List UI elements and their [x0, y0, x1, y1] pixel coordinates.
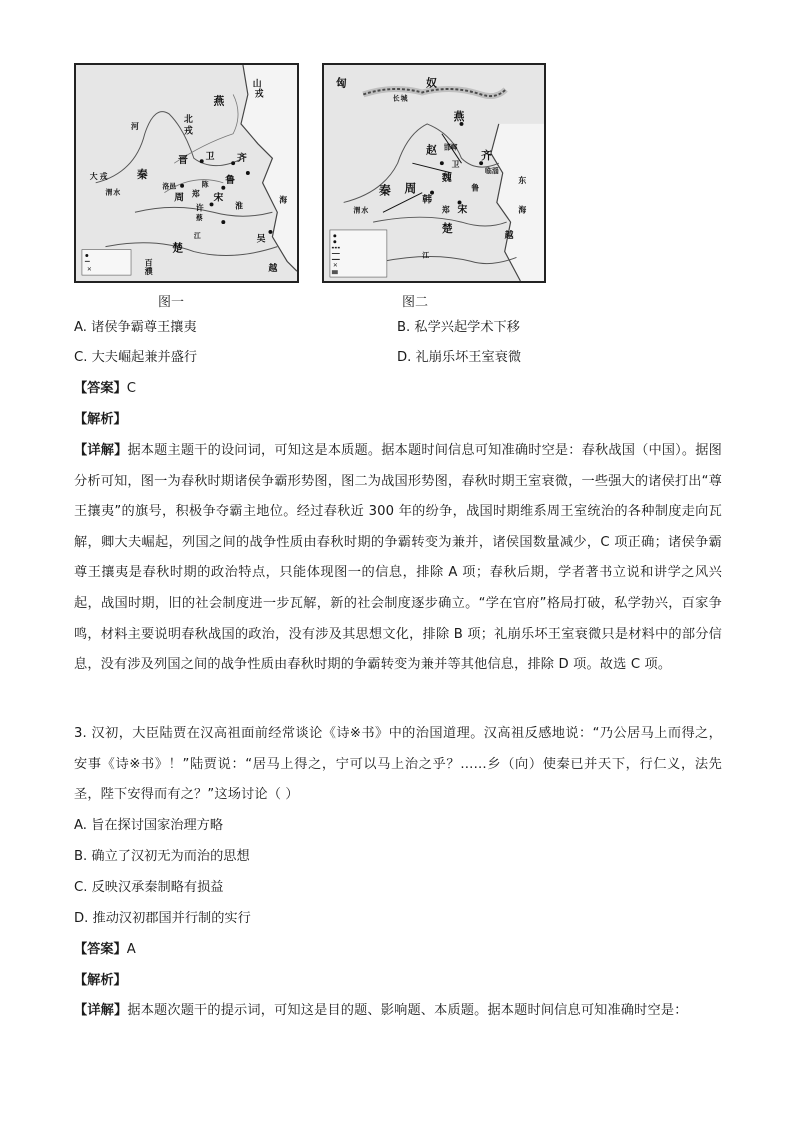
map2-label: 水	[361, 206, 369, 215]
map1-label: 海	[279, 195, 288, 205]
answer-value: A	[126, 942, 136, 957]
map2-label: 临淄	[485, 167, 499, 175]
figure-1-caption: 图一	[158, 295, 185, 310]
q2-option-d[interactable]: D. 礼崩乐坏王室衰微	[397, 350, 522, 365]
map1-label: 北	[184, 114, 193, 125]
q3-option-d[interactable]: D. 推动汉初郡国并行制的实行	[74, 911, 251, 926]
detail-label: 【详解】	[74, 443, 128, 458]
map1-label: 晋	[178, 155, 188, 167]
map2-label: 燕	[453, 109, 465, 123]
q3-option-c[interactable]: C. 反映汉承秦制略有损益	[74, 880, 224, 895]
map1-label: 秦	[136, 167, 148, 181]
map2-label: 城	[400, 94, 408, 103]
q2-detail	[74, 436, 722, 681]
figure-2-map	[322, 63, 546, 283]
map1-label: 淮	[235, 201, 243, 211]
map2-label: 郑	[441, 205, 450, 215]
map2-label: 东	[518, 175, 527, 185]
map1-label: 吴	[256, 234, 266, 245]
detail-text: 据本题次题干的提示词，可知这是目的题、影响题、本质题。据本题时间信息可知准确时空是：	[127, 1003, 688, 1018]
map1-label: 江	[193, 231, 201, 240]
q2-answer	[74, 379, 136, 399]
map2-label: 邯郸	[443, 143, 458, 152]
warring-states-map	[324, 65, 544, 281]
answer-label: 【答案】	[74, 381, 127, 396]
map2-label: 越	[504, 230, 514, 241]
map2-label: 赵	[426, 143, 437, 157]
map1-label: 许	[195, 203, 204, 213]
answer-label: 【答案】	[74, 942, 127, 957]
map1-label: 洛邑	[162, 182, 177, 191]
map2-label: 魏	[441, 172, 452, 184]
map1-label: 郑	[191, 189, 200, 199]
map2-label: 齐	[481, 149, 492, 163]
detail-text: 据本题主题干的设问词，可知这是本质题。据本题时间信息可知准确时空是：春秋战国（中国）。据图分析可知，图一为春秋时期诸侯争霸形势图，图二为战国形势图，春秋时期王室衰微，一些强大的诸侯打出“尊王攘夷”的旗号，积极争夺霸主地位。经过春秋近 300 年的纷争，战国时期维系周王室统治的各种制度走向瓦解，卿大夫崛起，列国之间的战争性质由春秋时期的争霸转变为兼并，诸侯国数量减少，C 项正确；诸侯争霸尊王攘夷是春秋时期的政治特点，只能体现图一的信息，排除 A 项；春秋后期，学者著书立说和讲学之风兴起，战国时期，旧的社会制度进一步瓦解，新的社会制度逐步确立。“学在官府”格局打破，私学勃兴，百家争鸣，材料主要说明春秋战国的政治，没有涉及其思想文化，排除 B 项；礼崩乐坏王室衰微只是材料中的部分信息，没有涉及列国之间的战争性质由春秋时期的争霸转变为兼并等其他信息，排除 D 项。故选 C 项。	[74, 443, 722, 673]
map2-label: 长	[392, 94, 400, 103]
map1-label: 大	[89, 171, 98, 181]
q3-detail	[74, 996, 722, 1027]
map1-label: 水	[113, 188, 121, 197]
q2-analysis-label: 【解析】	[74, 412, 127, 427]
map2-label: 秦	[379, 183, 391, 198]
map1-label: 陈	[201, 180, 209, 189]
q2-option-c[interactable]: C. 大夫崛起兼并盛行	[74, 350, 198, 365]
map1-label: 周	[174, 192, 185, 204]
svg-text:✕: ✕	[86, 267, 92, 274]
map2-label: 鲁	[471, 183, 480, 193]
map1-label: 百	[144, 258, 153, 268]
map2-label: 渭	[353, 206, 361, 215]
q3-answer	[74, 940, 136, 960]
map2-label: 奴	[426, 76, 437, 90]
map2-label: 匈	[335, 76, 347, 90]
q3-option-b[interactable]: B. 确立了汉初无为而治的思想	[74, 849, 250, 864]
detail-label: 【详解】	[74, 1003, 128, 1018]
q3-stem: 3. 汉初，大臣陆贾在汉高祖面前经常谈论《诗※书》中的治国道理。汉高祖反感地说：“乃公居马上而得之，安事《诗※书》！”陆贾说：“居马上得之，宁可以马上治之乎？……乡（向）使秦已并天下，行仁义，法先圣，陛下安得而有之？”这场讨论（ ）	[74, 726, 722, 803]
q2-option-a[interactable]: A. 诸侯争霸尊王攘夷	[74, 320, 197, 335]
svg-text:✕: ✕	[332, 263, 338, 270]
map1-label: 齐	[237, 153, 247, 165]
map2-label: 卫	[451, 160, 460, 170]
map1-label: 燕	[213, 94, 225, 108]
map1-label: 河	[131, 121, 139, 131]
map1-label: 濮	[144, 267, 153, 277]
q3-analysis-label: 【解析】	[74, 973, 127, 988]
map1-label: 鲁	[225, 174, 236, 186]
map1-label: 蔡	[195, 214, 203, 223]
answer-value: C	[126, 381, 136, 396]
spring-autumn-map	[76, 65, 297, 281]
map2-label: 周	[404, 181, 417, 196]
map1-label: 卫	[205, 152, 215, 163]
map1-label: 渭	[105, 188, 113, 197]
map1-label: 戎	[99, 171, 108, 181]
map1-label: 越	[268, 264, 278, 275]
map1-label: 宋	[213, 192, 224, 204]
map2-label: 江	[422, 251, 430, 260]
map1-label: 楚	[172, 241, 184, 255]
map1-label: 山	[252, 79, 262, 90]
map2-label: 宋	[457, 204, 468, 216]
q2-option-b[interactable]: B. 私学兴起学术下移	[397, 320, 520, 335]
figure-2-caption: 图二	[402, 295, 429, 310]
map2-label: 海	[518, 205, 527, 215]
map1-label: 戎	[254, 89, 264, 100]
map2-label: 韩	[422, 194, 433, 206]
map2-label: 楚	[441, 221, 453, 235]
q3-option-a[interactable]: A. 旨在探讨国家治理方略	[74, 818, 224, 833]
map1-label: 戎	[184, 126, 193, 137]
figure-1-map	[74, 63, 299, 283]
